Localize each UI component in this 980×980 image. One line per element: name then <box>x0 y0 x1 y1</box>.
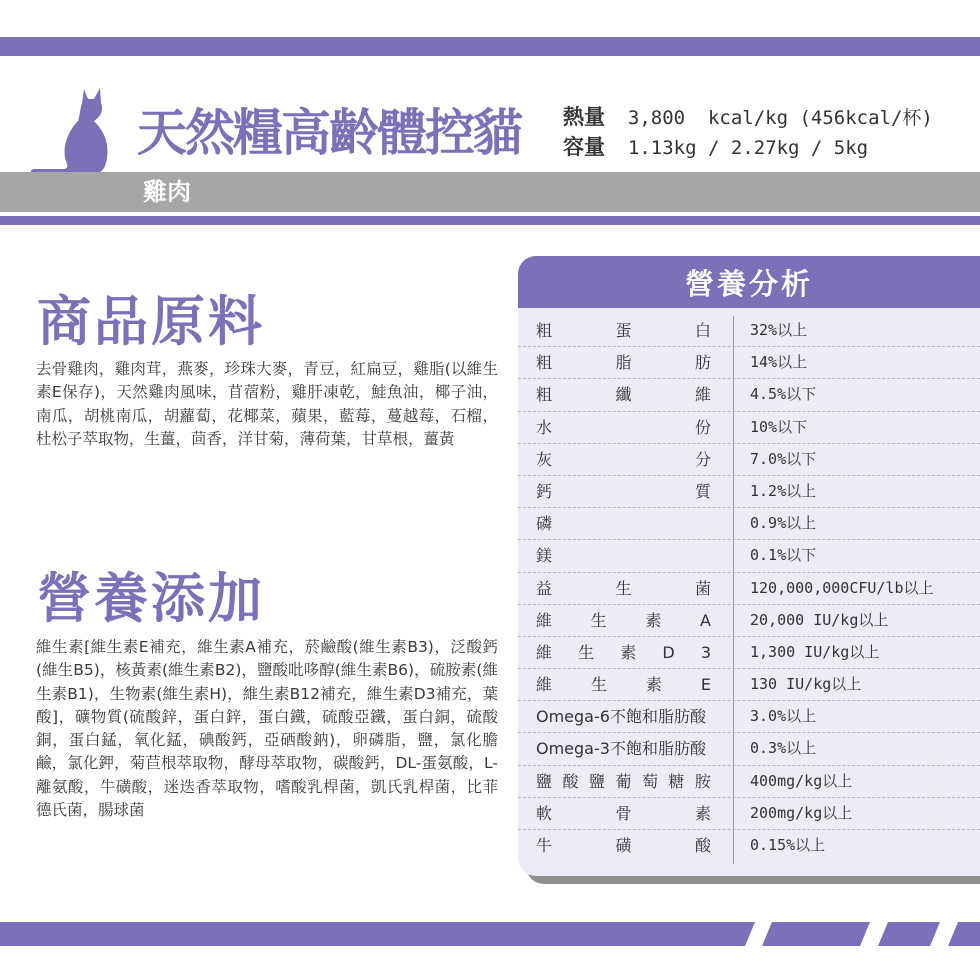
nutrient-value: 1,300 IU/kg以上 <box>750 642 880 661</box>
nutrition-row <box>518 347 980 379</box>
nutrient-name: Omega-3不飽和脂肪酸 <box>536 739 706 759</box>
nutrition-panel <box>518 256 980 876</box>
nutrient-value: 120,000,000CFU/lb以上 <box>750 578 934 597</box>
nutrient-value: 20,000 IU/kg以上 <box>750 610 889 629</box>
bottom-stripe-bar <box>0 922 980 946</box>
nutrient-value: 0.15%以上 <box>750 836 826 854</box>
nutrient-value: 200mg/kg以上 <box>750 803 853 822</box>
nutrition-row <box>518 540 980 572</box>
nutrient-value: 14%以上 <box>750 353 808 372</box>
spec-capacity <box>563 133 933 163</box>
panel-title: 營養分析 <box>684 267 813 301</box>
nutrient-value: 0.9%以上 <box>750 514 817 533</box>
nutrient-name: Omega-6不飽和脂肪酸 <box>536 707 706 727</box>
product-title: 天然糧高齡體控貓 <box>137 103 521 162</box>
nutrient-value: 3.0%以上 <box>750 707 817 726</box>
nutrient-value: 10%以下 <box>750 417 808 436</box>
product-specs <box>563 103 933 163</box>
nutrient-value: 32%以上 <box>750 321 808 339</box>
ingredients-heading: 商品原料 <box>37 290 265 353</box>
spec-label: 熱量 <box>563 105 605 129</box>
nutrition-row <box>518 605 980 637</box>
nutrient-value: 130 IU/kg以上 <box>750 675 862 694</box>
nutrition-row <box>518 508 980 540</box>
nutrition-row <box>518 476 980 508</box>
nutrition-row <box>518 766 980 798</box>
nutrient-name: 粗 蛋 白 <box>536 321 711 340</box>
nutrient-value: 400mg/kg以上 <box>750 771 853 790</box>
nutrient-name: 磷 <box>536 514 553 534</box>
nutrient-name: 鈣 質 <box>536 481 711 501</box>
nutrient-name: 粗 脂 肪 <box>536 353 711 373</box>
nutrition-row <box>518 798 980 830</box>
nutrient-name: 水 份 <box>536 417 711 437</box>
spec-calories <box>563 103 933 133</box>
ingredients-text: 去骨雞肉，雞肉茸，燕麥，珍珠大麥，青豆，紅扁豆，雞脂(以維生素E保存)，天然雞肉風味，苜蓿粉，雞肝凍乾，鮭魚油，椰子油，南瓜，胡桃南瓜，胡蘿蔔，花椰菜，蘋果，藍莓，蔓越莓，石榴，杜松子萃取物，生薑，茴香，洋甘菊，薄荷葉，甘草根，薑黃 <box>36 360 498 448</box>
nutrient-name: 益 生 菌 <box>536 578 711 598</box>
nutrition-row <box>518 573 980 605</box>
nutrition-row <box>518 444 980 476</box>
nutrient-name: 維 生 素 D 3 <box>536 642 711 662</box>
nutrition-row <box>518 412 980 444</box>
nutrient-value: 7.0%以下 <box>750 449 817 468</box>
nutrient-name: 維 生 素 A <box>536 610 711 630</box>
nutrient-value: 1.2%以上 <box>750 481 817 500</box>
additives-text: 維生素[維生素E補充，維生素A補充，菸鹼酸(維生素B3)，泛酸鈣(維生B5)，核黃素(維生素B2)，鹽酸吡哆醇(維生素B6)，硫胺素(維生素B1)，生物素(維生素H)，維生素B12補充，維生素D3補充，葉酸]，礦物質(硫酸鋅，蛋白鋅，蛋白鐵，硫酸亞鐵，蛋白銅，硫酸銅，蛋白錳，氧化錳，碘酸鈣，亞硒酸鈉)，卵磷脂，鹽，氯化膽鹼，氯化鉀，菊苣根萃取物，酵母萃取物，碳酸鈣，DL-蛋氨酸，L-離氨酸，牛磺酸，迷迭香萃取物，嗜酸乳桿菌，凱氏乳桿菌，比菲德氏菌，腸球菌 <box>36 638 498 820</box>
nutrition-row <box>518 701 980 733</box>
nutrition-row <box>518 830 980 862</box>
nutrient-name: 鎂 <box>536 546 553 566</box>
nutrient-name: 灰 分 <box>536 449 711 469</box>
cat-silhouette-icon <box>28 85 128 180</box>
nutrition-row <box>518 315 980 347</box>
divider-line <box>0 216 980 225</box>
flavor-label: 雞肉 <box>143 177 191 206</box>
nutrient-name: 粗 纖 維 <box>536 385 711 405</box>
additives-heading: 營養添加 <box>37 567 265 630</box>
nutrient-name: 維 生 素 E <box>536 675 711 695</box>
spec-label: 容量 <box>563 135 605 159</box>
top-accent-bar <box>0 37 980 56</box>
nutrient-value: 0.3%以上 <box>750 739 817 758</box>
nutrient-name: 軟 骨 素 <box>536 803 711 823</box>
nutrition-row <box>518 669 980 701</box>
spec-value: 1.13kg / 2.27kg / 5kg <box>627 137 869 159</box>
nutrition-table <box>518 315 980 862</box>
nutrition-row <box>518 379 980 411</box>
nutrient-name: 牛 磺 酸 <box>536 836 711 855</box>
nutrition-row <box>518 637 980 669</box>
nutrient-value: 4.5%以下 <box>750 385 817 404</box>
nutrient-value: 0.1%以下 <box>750 546 817 565</box>
nutrient-name: 鹽 酸 鹽 葡 萄 糖 胺 <box>536 771 711 791</box>
nutrition-row <box>518 733 980 765</box>
spec-value: 3,800 kcal/kg (456kcal/杯) <box>627 107 933 129</box>
